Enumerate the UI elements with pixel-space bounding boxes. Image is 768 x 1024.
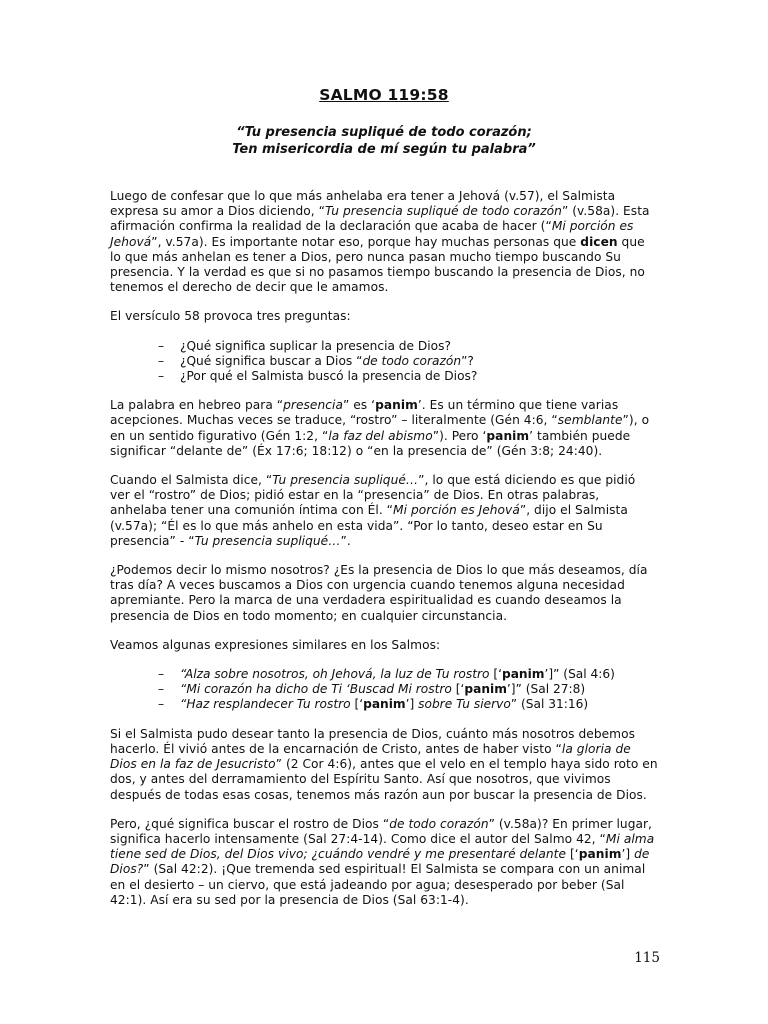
- text-run: Veamos algunas expresiones similares en los Salmos:: [110, 637, 441, 652]
- list-item: [158, 369, 658, 384]
- body-paragraph: [110, 817, 658, 908]
- text-run: ” (Sal 31:16): [510, 697, 589, 712]
- text-run: Luego de confesar que lo que más anhelaba era tener a Jehová (v.57), el Salmista expresa su amor a Dios diciendo, “: [110, 189, 616, 219]
- body-paragraph: [110, 309, 658, 324]
- epigraph-line: “Tu presencia supliqué de todo corazón;: [236, 125, 532, 140]
- psalms-list: [110, 667, 658, 713]
- text-run: [‘: [354, 697, 364, 712]
- list-item: [158, 354, 658, 369]
- italic-text: “Alza sobre nosotros, oh Jehová, la luz de Tu rostro: [180, 667, 494, 682]
- text-run: ”), o en un sentido figurativo (Gén 1:2, “: [110, 413, 650, 443]
- text-run: [‘: [566, 847, 579, 862]
- body-paragraph: [110, 473, 658, 549]
- text-run: [‘: [493, 667, 502, 682]
- body-paragraph: [110, 563, 658, 624]
- text-run: [‘: [455, 682, 465, 697]
- text-run: ¿Qué significa buscar a Dios “: [180, 353, 363, 368]
- bold-term: panim: [375, 398, 418, 413]
- italic-text: presencia: [283, 398, 343, 413]
- italic-text: Tu presencia supliqué…: [194, 533, 341, 548]
- italic-text: la faz del abismo: [328, 428, 433, 443]
- body-section-3: [110, 727, 658, 908]
- epigraph: [110, 124, 658, 158]
- body-paragraph: [110, 638, 658, 653]
- list-item: [158, 697, 658, 712]
- bold-term: panim: [486, 428, 530, 443]
- italic-text: de todo corazón: [389, 816, 489, 831]
- body-section-1: [110, 189, 658, 325]
- text-run: Si el Salmista pudo desear tanto la presencia de Dios, cuánto más nosotros debemos hacerlo. Él vivió antes de la encarnación de Cristo, antes de haber visto “: [110, 726, 635, 756]
- bold-term: dicen: [580, 234, 618, 249]
- text-run: ’]”: [506, 682, 522, 697]
- text-run: (Sal 4:6): [559, 667, 615, 682]
- text-run: Cuando el Salmista dice, “: [110, 473, 273, 488]
- italic-text: la gloria de Dios en la faz de Jesucristo: [110, 741, 631, 772]
- text-run: ”, v.57a). Es importante notar eso, porque hay muchas personas que: [151, 234, 581, 249]
- list-item: [158, 667, 658, 682]
- text-run: ” (2 Cor 4:6), antes que el velo en el templo haya sido roto en dos, y antes del derramamiento del Espíritu Santo. Así que nosotros, que vivimos después de todas esas cosas, tenemos más razón aun por buscar la presencia de Dios.: [110, 757, 658, 802]
- bold-term: panim: [578, 847, 622, 862]
- body-paragraph: [110, 727, 658, 803]
- italic-text: Tu presencia supliqué…: [272, 473, 419, 488]
- text-run: ¿Qué significa suplicar la presencia de Dios?: [180, 338, 451, 353]
- italic-text: “Haz resplandecer Tu rostro: [180, 697, 355, 712]
- body-paragraph: [110, 398, 658, 459]
- text-run: ’]: [405, 697, 419, 712]
- text-run: ”?: [461, 353, 474, 368]
- text-run: ’]”: [544, 667, 560, 682]
- text-run: ”, dijo el Salmista (v.57a); “Él es lo que más anhelo en esta vida”. “Por lo tanto, deseo estar en Su presencia” - “: [110, 503, 628, 548]
- bold-term: panim: [464, 682, 507, 697]
- text-run: ”.: [340, 533, 351, 548]
- text-run: ” (v.58a)? En primer lugar, significa hacerlo intensamente (Sal 27:4-14). Como dice el autor del Salmo 42, “: [110, 816, 652, 846]
- text-run: El versículo 58 provoca tres preguntas:: [110, 309, 351, 324]
- text-run: ” (Sal 42:2). ¡Que tremenda sed espiritual! El Salmista se compara con un animal en el desierto – un ciervo, que está jadeando por agua; desesperado por beber (Sal 42:1). Así era su sed por la presencia de Dios (Sal 63:1-4).: [110, 862, 646, 907]
- epigraph-line: Ten misericordia de mí según tu palabra”: [232, 142, 536, 157]
- italic-text: Mi porción es Jehová: [393, 503, 520, 518]
- italic-text: Mi porción es Jehová: [110, 219, 634, 249]
- italic-text: “Mi corazón ha dicho de Ti ‘Buscad Mi rostro: [180, 682, 456, 697]
- italic-text: Tu presencia supliqué de todo corazón: [324, 204, 562, 219]
- body-section-2: [110, 398, 658, 653]
- italic-text: sobre Tu siervo: [418, 697, 511, 712]
- text-run: ’. Es un término que tiene varias acepciones. Muchas veces se traduce, “rostro” – literalmente (Gén 4:6, “: [110, 398, 619, 428]
- text-run: ’ también puede significar “delante de” (Éx 17:6; 18:12) o “en la presencia de” (Gén 3:8; 24:40).: [110, 428, 631, 458]
- text-run: que lo que más anhelan es tener a Dios, pero nunca pasan mucho tiempo buscando Su presencia. Y la verdad es que si no pasamos tiempo buscando la presencia de Dios, no tenemos el derecho de decir que le amamos.: [110, 234, 645, 295]
- text-run: ”). Pero ‘: [432, 428, 487, 443]
- italic-text: semblante: [557, 413, 623, 428]
- list-item: [158, 339, 658, 354]
- page-title: SALMO 119:58: [319, 86, 449, 104]
- italic-text: de todo corazón: [362, 353, 462, 368]
- text-run: ’]: [621, 847, 635, 862]
- list-item: [158, 682, 658, 697]
- questions-list: [110, 339, 658, 385]
- text-run: ¿Por qué el Salmista buscó la presencia de Dios?: [180, 369, 478, 384]
- italic-text: Mi alma tiene sed de Dios, del Dios vivo; ¿cuándo vendré y me presentaré delante: [110, 831, 655, 862]
- italic-text: de Dios?: [110, 847, 650, 877]
- bold-term: panim: [363, 697, 406, 712]
- body-paragraph: [110, 189, 658, 295]
- text-run: ” es ‘: [342, 398, 376, 413]
- text-run: (Sal 27:8): [521, 682, 586, 697]
- text-run: La palabra en hebreo para “: [110, 398, 284, 413]
- text-run: ” (v.58a). Esta afirmación confirma la realidad de la declaración que acaba de hacer (“: [110, 204, 650, 234]
- text-run: Pero, ¿qué significa buscar el rostro de Dios “: [110, 816, 390, 831]
- text-run: ¿Podemos decir lo mismo nosotros? ¿Es la presencia de Dios lo que más deseamos, día tras día? A veces buscamos a Dios con urgencia cuando tenemos alguna necesidad apremiante. Pero la marca de una verdadera espiritualidad es cuando deseamos la presencia de Dios en todo momento; en cualquier circunstancia.: [110, 563, 648, 623]
- bold-term: panim: [501, 667, 545, 682]
- text-run: ”, lo que está diciendo es que pidió ver el “rostro” de Dios; pidió estar en la “presencia” de Dios. En otras palabras, anhelaba tener una comunión íntima con Él. “: [110, 473, 636, 518]
- page-number: 115: [634, 950, 660, 966]
